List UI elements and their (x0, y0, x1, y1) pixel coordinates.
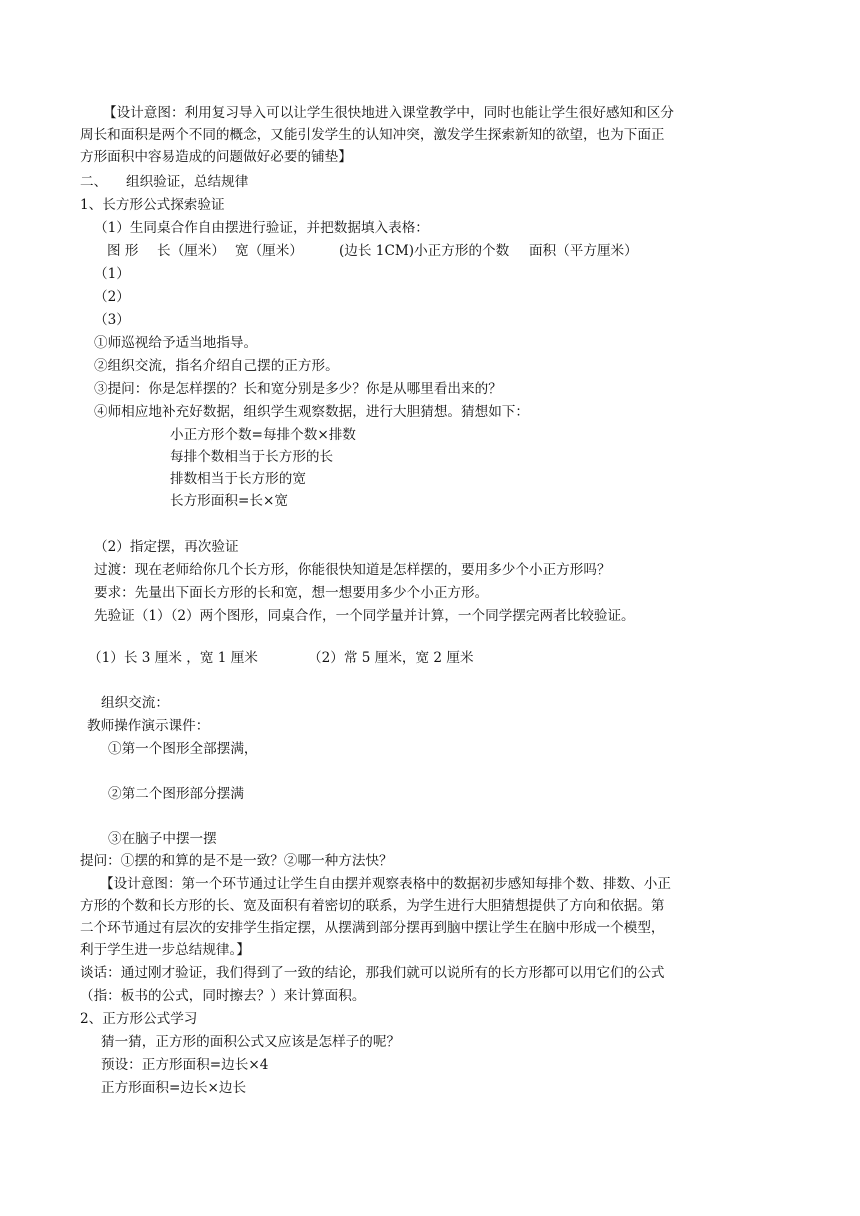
table-header-shape: 图 形 (107, 243, 139, 259)
talk-line-2: （指：板书的公式，同时擦去？）来计算面积。 (80, 988, 366, 1004)
table-row: （1） (94, 266, 130, 282)
intro-line-1: 【设计意图：利用复习导入可以让学生很快地进入课堂教学中，同时也能让学生很好感知和区分 (103, 105, 674, 121)
requirement-text: 要求：先量出下面长方形的长和宽，想一想要用多少个小正方形。 (94, 585, 489, 601)
design-line-4: 利于学生进一步总结规律。】 (80, 942, 250, 958)
section-title: 组织验证，总结规律 (126, 174, 249, 190)
verify-text: 先验证（1）（2）两个图形，同桌合作，一个同学量并计算，一个同学摆完两者比较验证。 (94, 608, 635, 624)
section-number: 二、 (80, 174, 108, 190)
transition-text: 过渡：现在老师给你几个长方形，你能很快知道是怎样摆的，要用多少个小正方形吗？ (94, 562, 611, 578)
part2-title: 2、正方形公式学习 (80, 1011, 198, 1027)
part1-title: 1、长方形公式探索验证 (80, 197, 225, 213)
talk-line-1: 谈话：通过刚才验证，我们得到了一致的结论，那我们就可以说所有的长方形都可以用它们的公式 (80, 965, 665, 981)
exchange-text: 组织交流： (101, 695, 169, 711)
demo-step-2: ②第二个图形部分摆满 (108, 786, 244, 802)
table-row: （3） (94, 312, 130, 328)
table-header-area: 面积（平方厘米） (529, 243, 638, 259)
guess-3: 排数相当于长方形的宽 (170, 471, 306, 487)
demo-step-3: ③在脑子中摆一摆 (108, 831, 217, 847)
shape-2-text: （2）常 5 厘米，宽 2 厘米 (308, 650, 474, 666)
part2-formula: 正方形面积=边长×边长 (101, 1080, 247, 1096)
note-3: ③提问：你是怎样摆的？长和宽分别是多少？你是从哪里看出来的？ (94, 381, 502, 397)
table-row: （2） (94, 289, 130, 305)
question-text: 提问：①摆的和算的是不是一致？②哪一种方法快？ (80, 853, 393, 869)
part2-preset: 预设：正方形面积=边长×4 (101, 1057, 269, 1073)
design-line-2: 方形的个数和长方形的长、宽及面积有着密切的联系，为学生进行大胆猜想提供了方向和依据。第 (80, 898, 665, 914)
design-line-1: 【设计意图：第一个环节通过让学生自由摆并观察表格中的数据初步感知每排个数、排数、小正 (100, 876, 671, 892)
guess-2: 每排个数相当于长方形的长 (170, 449, 334, 465)
design-line-3: 二个环节通过有层次的安排学生指定摆，从摆满到部分摆再到脑中摆让学生在脑中形成一个模型， (80, 920, 665, 936)
guess-1: 小正方形个数=每排个数×排数 (170, 427, 356, 443)
note-1: ①师巡视给予适当地指导。 (94, 335, 258, 351)
note-2: ②组织交流，指名介绍自己摆的正方形。 (94, 358, 339, 374)
step1-text: （1）生同桌合作自由摆进行验证，并把数据填入表格： (94, 220, 429, 236)
table-header-count: (边长 1CM)小正方形的个数 (339, 243, 510, 259)
demo-text: 教师操作演示课件： (87, 718, 210, 734)
shape-1-text: （1）长 3 厘米 ，宽 1 厘米 (88, 650, 258, 666)
guess-4: 长方形面积=长×宽 (170, 493, 288, 509)
intro-line-2: 周长和面积是两个不同的概念，又能引发学生的认知冲突，激发学生探索新知的欲望，也为下面正 (80, 127, 665, 143)
note-4: ④师相应地补充好数据，组织学生观察数据，进行大胆猜想。猜想如下： (94, 404, 529, 420)
part2-guess: 猜一猜，正方形的面积公式又应该是怎样子的呢？ (101, 1034, 401, 1050)
demo-step-1: ①第一个图形全部摆满， (108, 741, 258, 757)
table-header-length: 长（厘米） (157, 243, 225, 259)
intro-line-3: 方形面积中容易造成的问题做好必要的铺垫】 (80, 149, 352, 165)
step2-text: （2）指定摆，再次验证 (94, 539, 239, 555)
table-header-width: 宽（厘米） (235, 243, 303, 259)
